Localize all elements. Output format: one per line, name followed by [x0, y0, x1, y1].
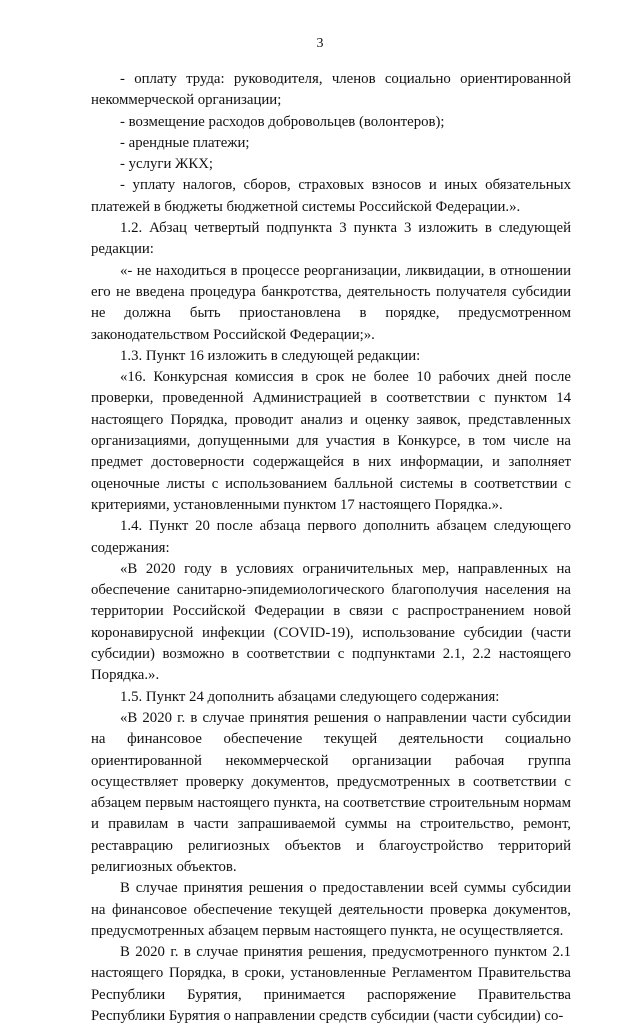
paragraph: - арендные платежи;: [120, 134, 250, 151]
paragraph: «- не находиться в процессе реорганизации, ликвидации, в отношении его не введена процедура банкротства, деятельность получателя субсидии не должна быть приостановлена в порядке, предусмотренном законодательством Российской Федерации;».: [91, 262, 571, 343]
paragraph: - уплату налогов, сборов, страховых взносов и иных обязательных платежей в бюджеты бюджетной системы Российской Федерации.».: [91, 177, 571, 215]
paragraph: - услуги ЖКХ;: [120, 156, 213, 173]
paragraph: «16. Конкурсная комиссия в срок не более 10 рабочих дней после проверки, проведенной Администрацией в соответствии с пунктом 14 настоящего Порядка, проводит анализ и оценку заявок, представленных организациями, допущенными для участия в Конкурсе, в том числе на предмет достоверности содержащейся в них информации, и заполняет оценочные листы с использованием балльной системы в соответствии с критериями, установленными пунктом 17 настоящего Порядка.».: [91, 369, 571, 513]
paragraph: - возмещение расходов добровольцев (волонтеров);: [120, 113, 445, 130]
paragraph: «В 2020 году в условиях ограничительных мер, направленных на обеспечение санитарно-эпидемиологического благополучия населения на территории Российской Федерации в связи с распространением новой коронавирусной инфекции (COVID-19), использование субсидии (части субсидии) возможно в соответствии с подпунктами 2.1, 2.2 настоящего Порядка.».: [91, 560, 571, 684]
paragraph: - оплату труда: руководителя, членов социально ориентированной некоммерческой организации;: [91, 71, 571, 109]
page-number: 3: [316, 36, 324, 51]
paragraph: 1.2. Абзац четвертый подпункта 3 пункта 3 изложить в следующей редакции:: [91, 220, 571, 258]
paragraph: «В 2020 г. в случае принятия решения о направлении части субсидии на финансовое обеспечение текущей деятельности социально ориентированной некоммерческой организации рабочая группа осуществляет проверку документов, предусмотренных в соответствии с абзацем первым настоящего пункта, на соответствие строительным нормам и правилам в части запрашиваемой суммы на строительство, ремонт, реставрацию религиозных объектов и благоустройство территорий религиозных объектов.: [91, 709, 571, 875]
document-body: [91, 69, 571, 1027]
paragraph: 1.5. Пункт 24 дополнить абзацами следующего содержания:: [120, 688, 500, 705]
paragraph: В 2020 г. в случае принятия решения, предусмотренного пунктом 2.1 настоящего Порядка, в сроки, установленные Регламентом Правительства Республики Бурятия, принимается распоряжение Правительства Республики Бурятия о направлении средств субсидии (части субсидии) со-: [91, 944, 571, 1025]
paragraph: 1.4. Пункт 20 после абзаца первого дополнить абзацем следующего содержания:: [91, 518, 571, 556]
paragraph: В случае принятия решения о предоставлении всей суммы субсидии на финансовое обеспечение текущей деятельности проверка документов, предусмотренных абзацем первым настоящего пункта, не осуществляется.: [91, 880, 571, 939]
paragraph: 1.3. Пункт 16 изложить в следующей редакции:: [120, 347, 421, 364]
